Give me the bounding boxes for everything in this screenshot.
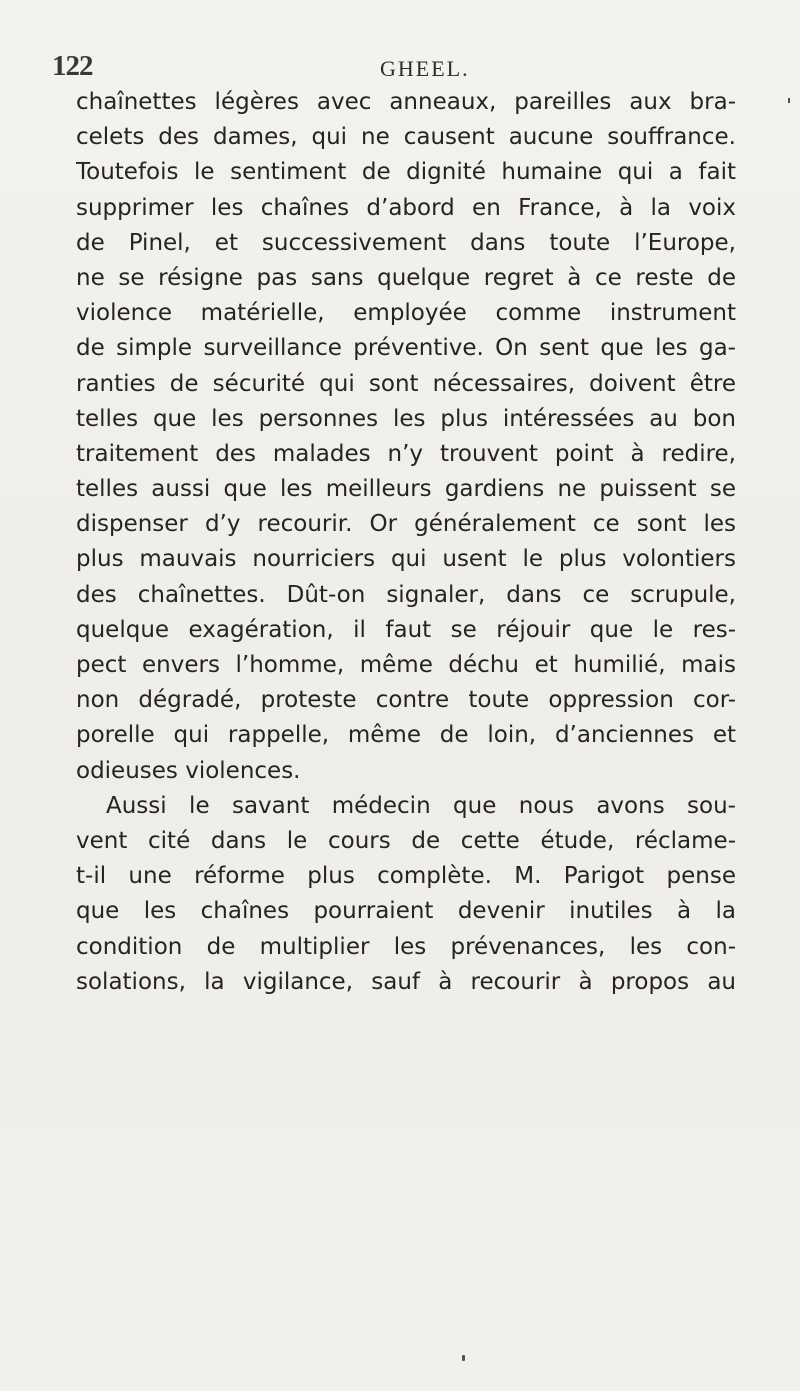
text-line: condition de multiplier les prévenances, les con- xyxy=(76,933,736,960)
text-line: celets des dames, qui ne causent aucune souffrance. xyxy=(76,124,736,151)
text-line: telles que les personnes les plus intéressées au bon xyxy=(76,405,736,432)
text-line: dispenser d’y recourir. Or généralement ce sont les xyxy=(76,511,736,538)
body-text xyxy=(76,85,736,1000)
text-line: traitement des malades n’y trouvent point à redire, xyxy=(76,440,736,467)
text-line: chaînettes légères avec anneaux, pareilles aux bra- xyxy=(76,89,736,115)
text-line: pect envers l’homme, même déchu et humilié, mais xyxy=(76,652,736,678)
text-line: telles aussi que les meilleurs gardiens ne puissent se xyxy=(76,476,736,503)
text-line: que les chaînes pourraient devenir inutiles à la xyxy=(76,898,736,925)
paragraph-end-line: odieuses violences. xyxy=(76,757,301,784)
text-line: t-il une réforme plus complète. M. Parigot pense xyxy=(76,863,736,890)
running-head: GHEEL. xyxy=(380,56,470,81)
page-header xyxy=(50,50,750,84)
ink-dot xyxy=(462,1355,465,1361)
paragraph-start-line: Aussi le savant médecin que nous avons sou- xyxy=(106,792,736,819)
text-line: violence matérielle, employée comme instrument xyxy=(76,300,736,327)
text-line: Toutefois le sentiment de dignité humaine qui a fait xyxy=(76,159,736,186)
text-line: non dégradé, proteste contre toute oppression cor- xyxy=(76,687,736,714)
text-line: quelque exagération, il faut se réjouir que le res- xyxy=(76,616,736,643)
text-line: des chaînettes. Dût-on signaler, dans ce scrupule, xyxy=(76,581,736,608)
text-line: supprimer les chaînes d’abord en France, à la voix xyxy=(76,194,736,221)
text-line: vent cité dans le cours de cette étude, réclame- xyxy=(76,827,736,854)
text-line: solations, la vigilance, sauf à recourir à propos au xyxy=(76,968,736,995)
page-number: 122 xyxy=(52,50,93,82)
text-line: porelle qui rappelle, même de loin, d’anciennes et xyxy=(76,722,736,749)
text-line: de simple surveillance préventive. On sent que les ga- xyxy=(76,335,736,362)
text-line: ne se résigne pas sans quelque regret à ce reste de xyxy=(76,264,736,291)
ink-speck xyxy=(788,98,790,103)
text-line: plus mauvais nourriciers qui usent le plus volontiers xyxy=(76,546,736,573)
text-line: ranties de sécurité qui sont nécessaires, doivent être xyxy=(76,370,736,397)
text-line: de Pinel, et successivement dans toute l’Europe, xyxy=(76,229,736,256)
